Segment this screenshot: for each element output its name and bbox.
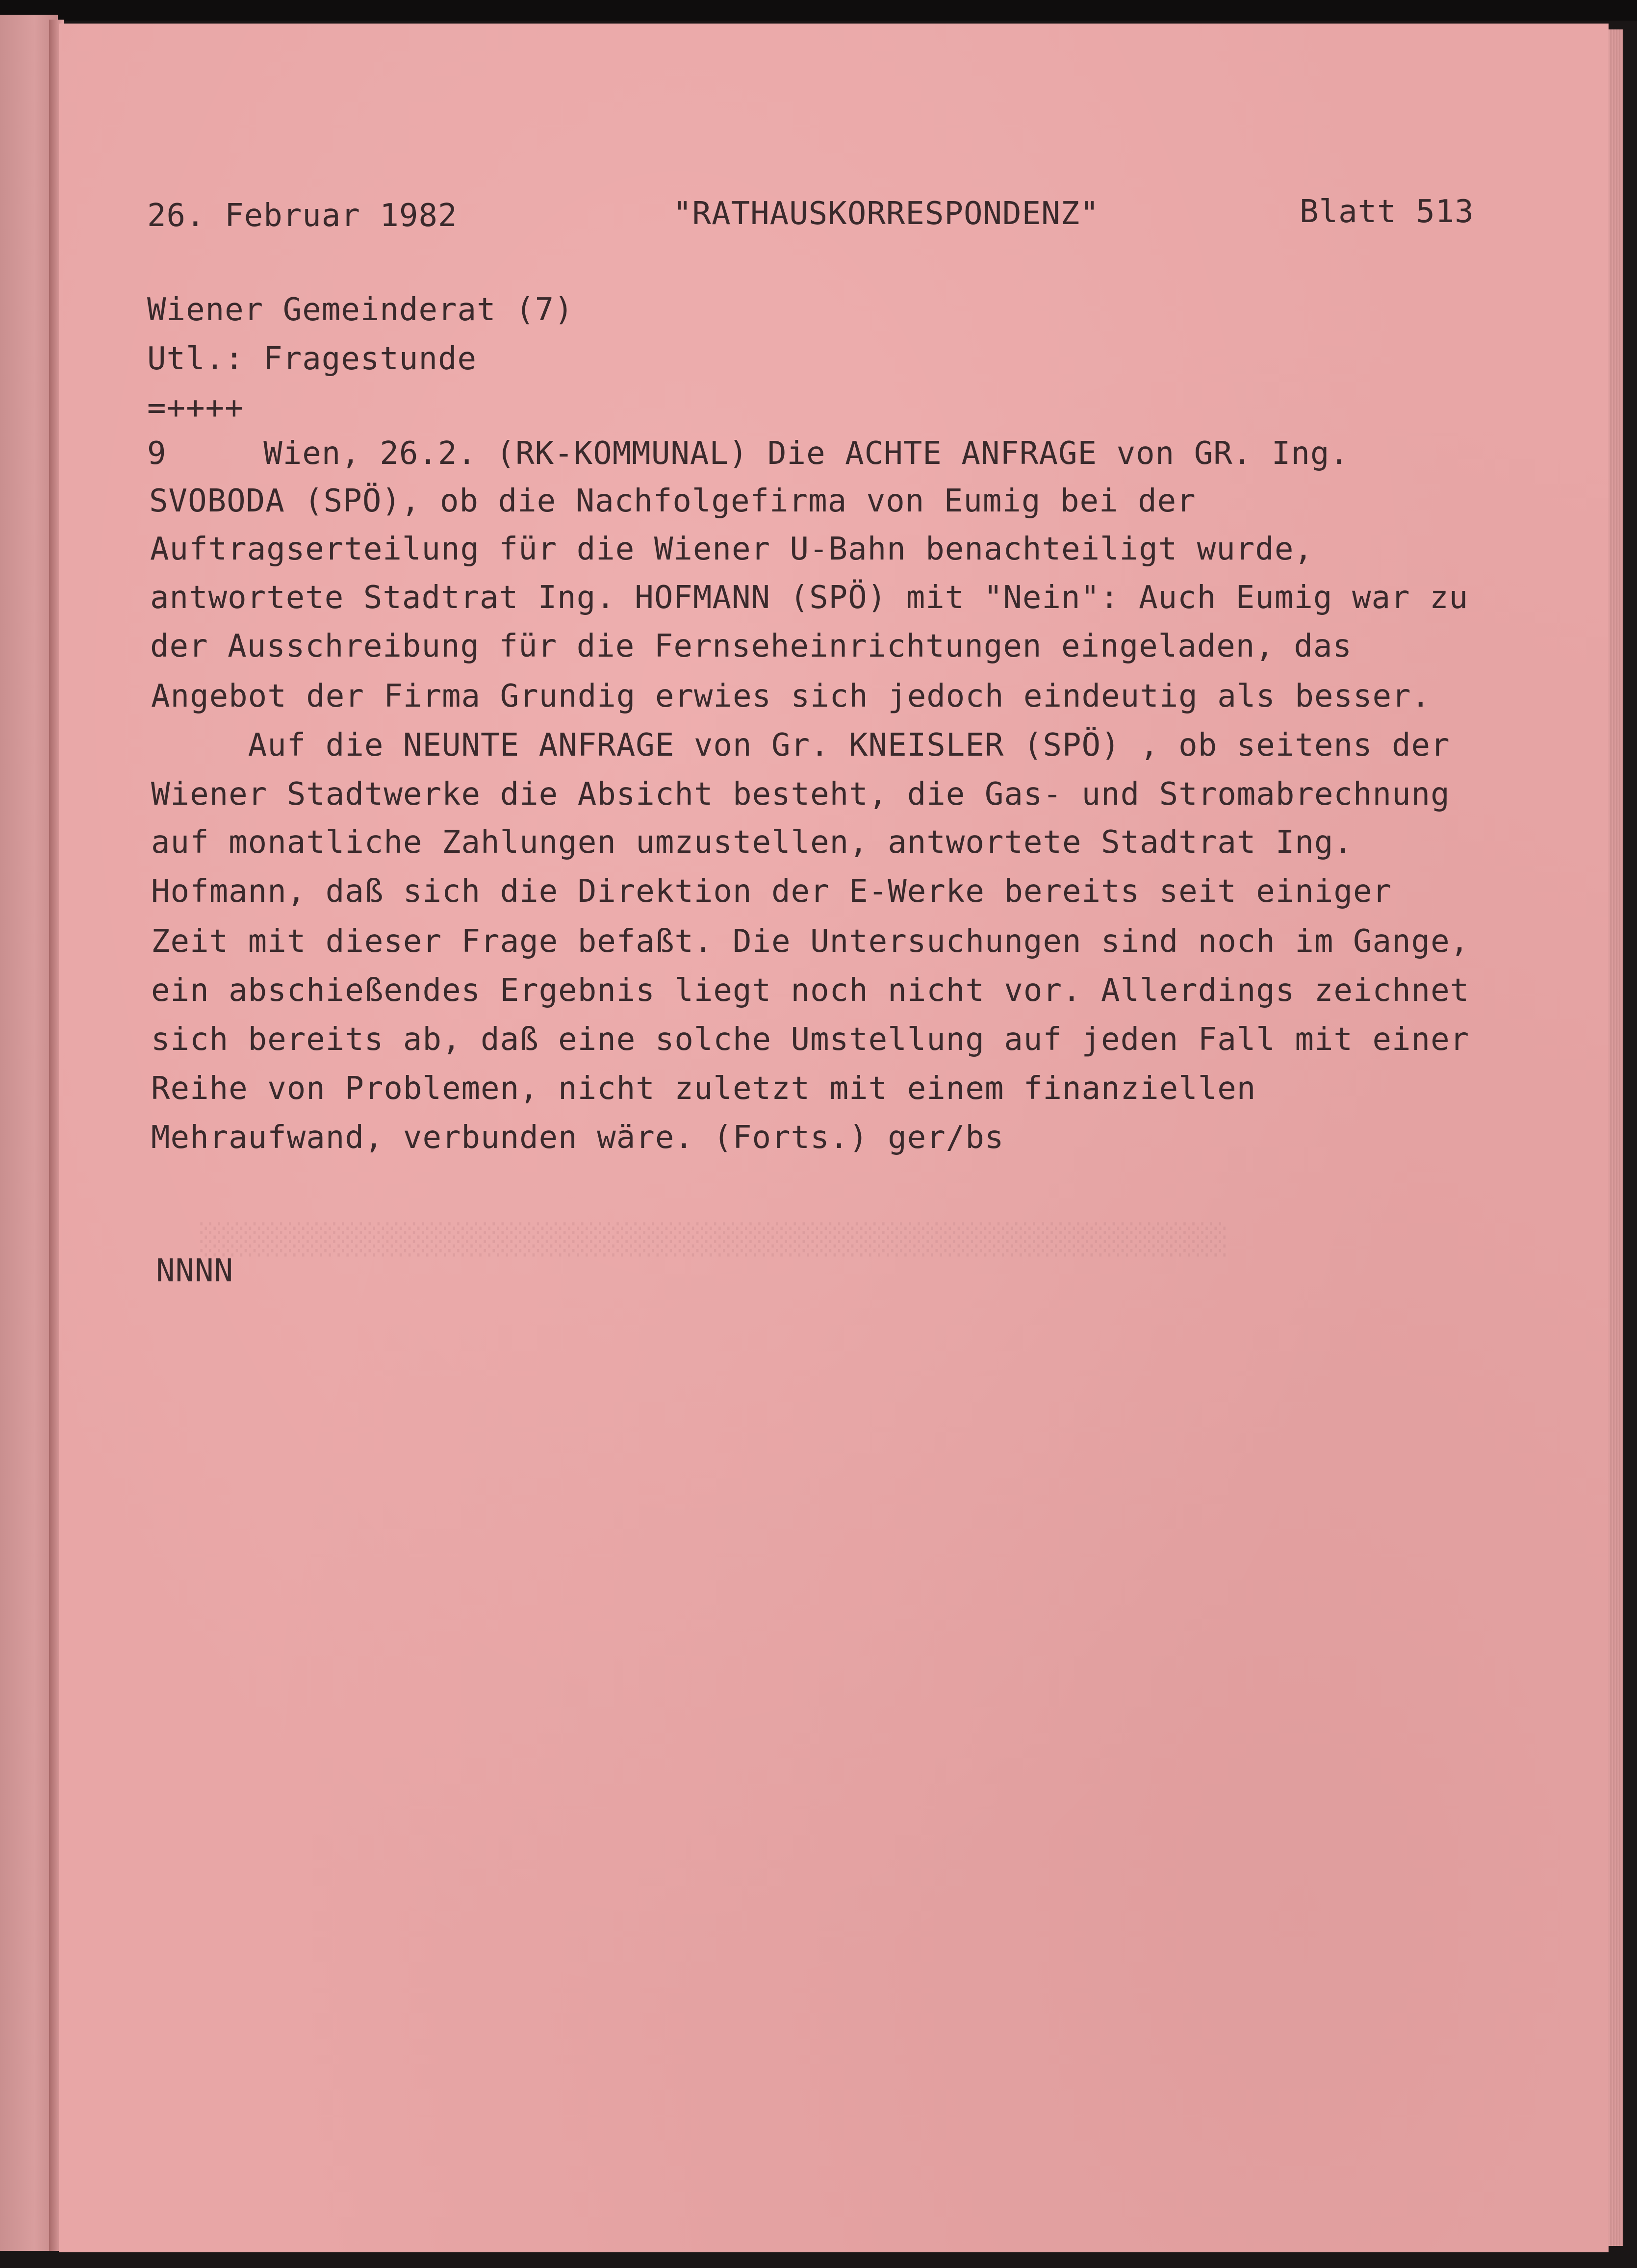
scan-background	[0, 0, 1637, 21]
body-line: Auf die NEUNTE ANFRAGE von Gr. KNEISLER (SPÖ) , ob seitens der	[151, 727, 1450, 764]
header-sheet-number: Blatt 513	[1300, 194, 1474, 230]
document-title: Wiener Gemeinderat (7)	[147, 292, 574, 328]
separator-line: =++++	[147, 390, 244, 426]
body-line: der Ausschreibung für die Fernseheinrichtungen eingeladen, das	[150, 628, 1352, 664]
show-through-text: ░░░░░░░░░░░░░░░░░░░░░░░░░░░░░░░░░░░░░░░░░░░░░░░░░░░░░░░░░░	[147, 1223, 1228, 1257]
header-publication: "RATHAUSKORRESPONDENZ"	[673, 196, 1100, 232]
body-line: Zeit mit dieser Frage befaßt. Die Untersuchungen sind noch im Gange,	[151, 923, 1470, 960]
body-line: SVOBODA (SPÖ), ob die Nachfolgefirma von Eumig bei der	[149, 483, 1196, 519]
document-subtitle: Utl.: Fragestunde	[147, 341, 477, 377]
body-line: antwortete Stadtrat Ing. HOFMANN (SPÖ) mit "Nein": Auch Eumig war zu	[150, 580, 1469, 616]
body-line: Auftragserteilung für die Wiener U-Bahn benachteiligt wurde,	[150, 531, 1313, 567]
header-date: 26. Februar 1982	[147, 198, 458, 234]
body-line: sich bereits ab, daß eine solche Umstellung auf jeden Fall mit einer	[151, 1021, 1470, 1058]
body-line: 9 Wien, 26.2. (RK-KOMMUNAL) Die ACHTE ANFRAGE von GR. Ing.	[147, 435, 1349, 472]
body-line: Wiener Stadtwerke die Absicht besteht, die Gas- und Stromabrechnung	[151, 776, 1450, 813]
body-line: auf monatliche Zahlungen umzustellen, antwortete Stadtrat Ing.	[151, 824, 1353, 861]
body-line: ein abschießendes Ergebnis liegt noch nicht vor. Allerdings zeichnet	[151, 972, 1470, 1009]
body-line: Hofmann, daß sich die Direktion der E-Werke bereits seit einiger	[151, 873, 1392, 910]
body-line: Mehraufwand, verbunden wäre. (Forts.) ger/bs	[151, 1120, 1004, 1156]
body-line: Angebot der Firma Grundig erwies sich jedoch eindeutig als besser.	[151, 678, 1431, 714]
body-line: Reihe von Problemen, nicht zuletzt mit einem finanziellen	[151, 1070, 1256, 1107]
end-mark: NNNN	[156, 1253, 234, 1289]
